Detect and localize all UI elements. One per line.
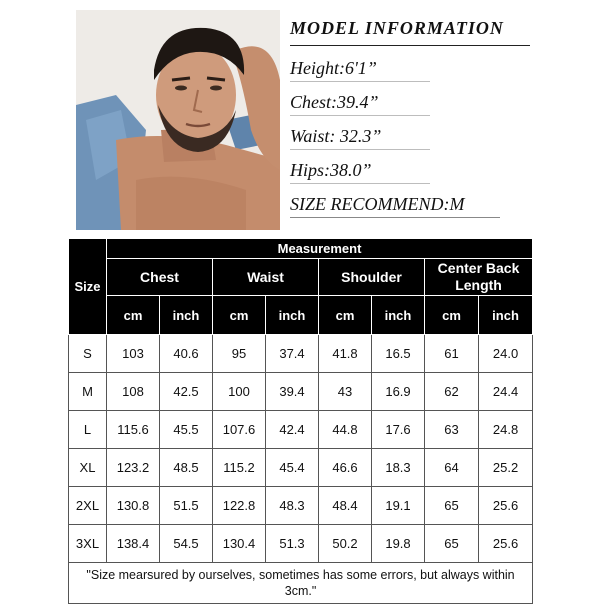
table-cell: 51.5 <box>160 487 213 525</box>
table-cell: 16.9 <box>372 373 425 411</box>
shoulder-header: Shoulder <box>319 259 425 296</box>
table-cell: 19.8 <box>372 525 425 563</box>
table-cell: 65 <box>425 487 479 525</box>
table-cell: 62 <box>425 373 479 411</box>
unit-header: cm <box>425 296 479 335</box>
table-cell: 25.6 <box>479 525 533 563</box>
table-cell: 41.8 <box>319 335 372 373</box>
model-chest: Chest:39.4” <box>290 90 430 116</box>
table-cell: 107.6 <box>213 411 266 449</box>
table-cell: 100 <box>213 373 266 411</box>
table-cell: 37.4 <box>266 335 319 373</box>
table-row <box>69 487 533 525</box>
table-cell: 45.4 <box>266 449 319 487</box>
table-cell: 24.4 <box>479 373 533 411</box>
unit-header: cm <box>319 296 372 335</box>
table-cell: 16.5 <box>372 335 425 373</box>
unit-header: inch <box>266 296 319 335</box>
unit-header: inch <box>160 296 213 335</box>
size-cell: 2XL <box>69 487 107 525</box>
table-cell: 108 <box>107 373 160 411</box>
table-row <box>69 449 533 487</box>
model-waist: Waist: 32.3” <box>290 124 430 150</box>
table-cell: 61 <box>425 335 479 373</box>
table-row <box>69 525 533 563</box>
model-height: Height:6'1” <box>290 56 430 82</box>
unit-header: inch <box>479 296 533 335</box>
measurement-note: "Size mearsured by ourselves, sometimes has some errors, but always within 3cm." <box>69 563 533 604</box>
table-cell: 48.3 <box>266 487 319 525</box>
unit-header: cm <box>107 296 160 335</box>
table-cell: 44.8 <box>319 411 372 449</box>
note-row <box>69 563 533 604</box>
table-cell: 65 <box>425 525 479 563</box>
table-cell: 51.3 <box>266 525 319 563</box>
table-cell: 50.2 <box>319 525 372 563</box>
model-hips: Hips:38.0” <box>290 158 430 184</box>
unit-header: inch <box>372 296 425 335</box>
unit-header: cm <box>213 296 266 335</box>
table-cell: 25.6 <box>479 487 533 525</box>
table-cell: 42.4 <box>266 411 319 449</box>
size-chart-table <box>68 238 533 604</box>
chest-header: Chest <box>107 259 213 296</box>
table-cell: 48.4 <box>319 487 372 525</box>
table-cell: 48.5 <box>160 449 213 487</box>
table-cell: 43 <box>319 373 372 411</box>
table-cell: 130.8 <box>107 487 160 525</box>
model-photo <box>76 10 280 230</box>
table-cell: 18.3 <box>372 449 425 487</box>
size-recommend: SIZE RECOMMEND:M <box>290 192 500 218</box>
table-cell: 45.5 <box>160 411 213 449</box>
table-cell: 17.6 <box>372 411 425 449</box>
size-cell: XL <box>69 449 107 487</box>
table-cell: 95 <box>213 335 266 373</box>
table-cell: 138.4 <box>107 525 160 563</box>
table-row <box>69 335 533 373</box>
size-cell: 3XL <box>69 525 107 563</box>
size-cell: L <box>69 411 107 449</box>
table-cell: 42.5 <box>160 373 213 411</box>
table-cell: 19.1 <box>372 487 425 525</box>
table-row <box>69 411 533 449</box>
measurement-header: Measurement <box>107 239 533 259</box>
size-header: Size <box>69 239 107 335</box>
table-cell: 123.2 <box>107 449 160 487</box>
table-cell: 54.5 <box>160 525 213 563</box>
table-cell: 39.4 <box>266 373 319 411</box>
table-cell: 122.8 <box>213 487 266 525</box>
model-information-title: MODEL INFORMATION <box>290 18 530 46</box>
table-row <box>69 373 533 411</box>
size-cell: M <box>69 373 107 411</box>
table-cell: 64 <box>425 449 479 487</box>
table-cell: 46.6 <box>319 449 372 487</box>
waist-header: Waist <box>213 259 319 296</box>
size-cell: S <box>69 335 107 373</box>
table-cell: 115.2 <box>213 449 266 487</box>
table-cell: 25.2 <box>479 449 533 487</box>
center-back-length-header: Center Back Length <box>425 259 533 296</box>
table-cell: 40.6 <box>160 335 213 373</box>
table-cell: 103 <box>107 335 160 373</box>
table-cell: 130.4 <box>213 525 266 563</box>
table-cell: 63 <box>425 411 479 449</box>
table-cell: 24.8 <box>479 411 533 449</box>
model-information-panel <box>290 18 530 226</box>
table-cell: 115.6 <box>107 411 160 449</box>
table-cell: 24.0 <box>479 335 533 373</box>
